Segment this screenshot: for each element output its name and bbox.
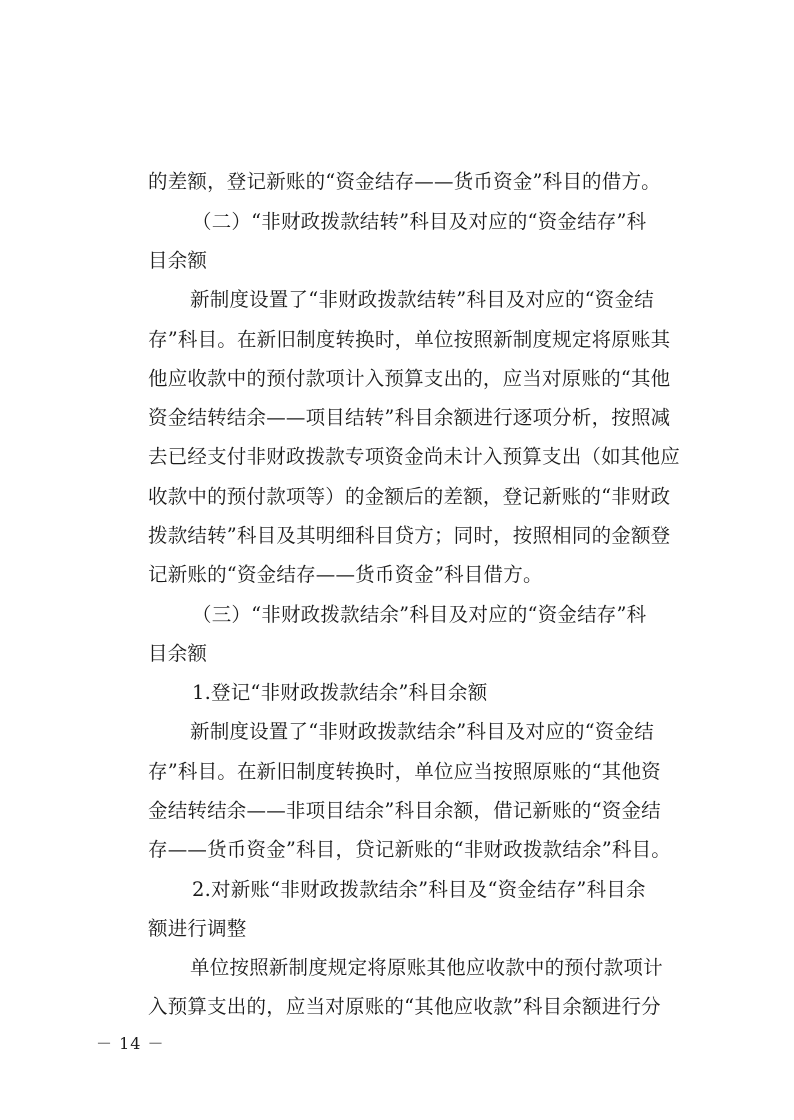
- subsection-heading-continued: 额进行调整: [148, 917, 247, 940]
- paragraph-line: 新制度设置了“非财政拨款结转”科目及对应的“资金结: [190, 288, 654, 311]
- paragraph-line: 去已经支付非财政拨款专项资金尚未计入预算支出（如其他应: [148, 445, 680, 468]
- paragraph-line: 存”科目。在新旧制度转换时，单位应当按照原账的“其他资: [148, 760, 661, 783]
- paragraph-line: 新制度设置了“非财政拨款结余”科目及对应的“资金结: [190, 720, 654, 743]
- section-heading: （三）“非财政拨款结余”科目及对应的“资金结存”科: [192, 603, 647, 626]
- paragraph-line: 金结转结余——非项目结余”科目余额，借记新账的“资金结: [148, 799, 661, 822]
- section-heading: （二）“非财政拨款结转”科目及对应的“资金结存”科: [192, 210, 647, 233]
- paragraph-line: 的差额，登记新账的“资金结存——货币资金”科目的借方。: [148, 170, 661, 193]
- paragraph-line: 存——货币资金”科目，贷记新账的“非财政拨款结余”科目。: [148, 838, 672, 861]
- paragraph-line: 入预算支出的，应当对原账的“其他应收款”科目余额进行分: [148, 995, 661, 1018]
- subsection-heading: 2.对新账“非财政拨款结余”科目及“资金结存”科目余: [192, 878, 646, 901]
- section-heading-continued: 目余额: [148, 249, 208, 272]
- paragraph-line: 单位按照新制度规定将原账其他应收款中的预付款项计: [190, 956, 663, 979]
- paragraph-line: 存”科目。在新旧制度转换时，单位按照新制度规定将原账其: [148, 328, 671, 351]
- page-number: － 14 －: [96, 1034, 165, 1053]
- paragraph-line: 资金结转结余——项目结转”科目余额进行逐项分析，按照减: [148, 406, 671, 429]
- section-heading-continued: 目余额: [148, 642, 208, 665]
- paragraph-line: 收款中的预付款项等）的金额后的差额，登记新账的“非财政: [148, 485, 671, 508]
- subsection-heading: 1.登记“非财政拨款结余”科目余额: [192, 681, 488, 704]
- paragraph-line: 记新账的“资金结存——货币资金”科目借方。: [148, 563, 543, 586]
- paragraph-line: 拨款结转”科目及其明细科目贷方；同时，按照相同的金额登: [148, 524, 671, 547]
- paragraph-line: 他应收款中的预付款项计入预算支出的，应当对原账的“其他: [148, 367, 671, 390]
